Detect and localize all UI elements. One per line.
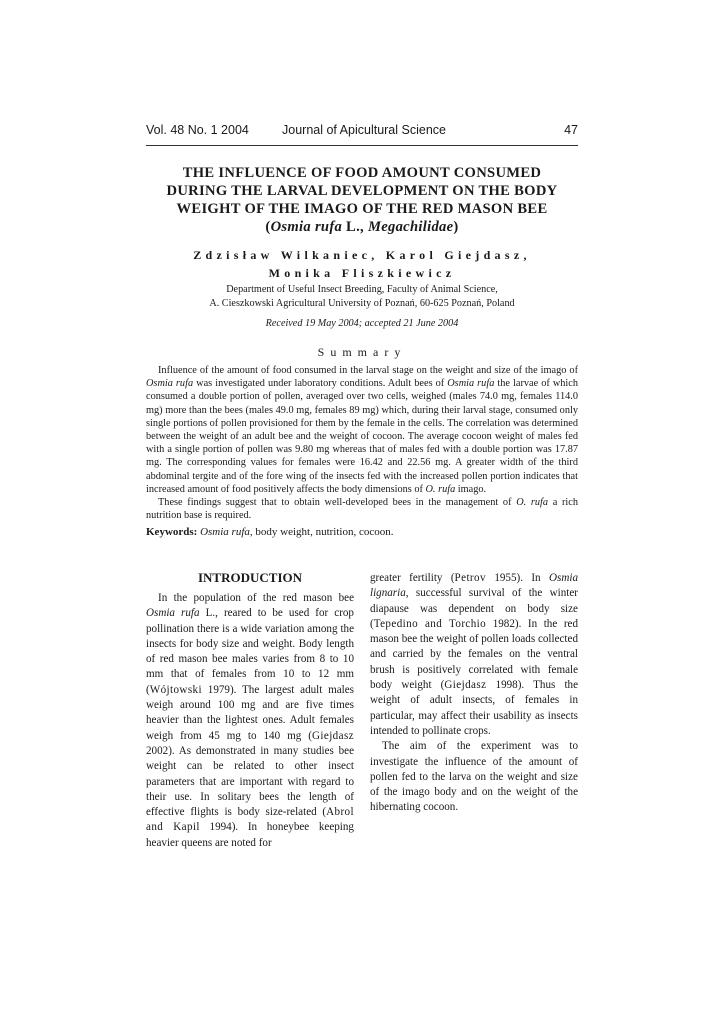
species-name: Osmia rufa bbox=[447, 378, 495, 390]
text-run: L., reared to be used for crop pollination there is a wide variation among the insects for body size and weight. Body length of red mason bee males varies from 8 to 10 mm that of females from 10 to 12 mm ( bbox=[146, 607, 354, 696]
text-run: , successful survival of the winter diapause was dependent on body size ( bbox=[370, 587, 578, 630]
text-run: 1979). The largest adult males weigh around 100 mg and are five times heavier than the lightest ones. Adult females weigh from 45 mg to 140 mg ( bbox=[146, 683, 354, 742]
species-name: Osmia rufa bbox=[146, 607, 200, 620]
citation-author: Giejdasz bbox=[311, 729, 354, 742]
species-name: O. rufa bbox=[425, 483, 456, 495]
title-text: L., bbox=[342, 219, 368, 235]
citation-author: Giejdasz bbox=[444, 679, 487, 692]
text-run: a rich nutrition base is required. bbox=[146, 497, 579, 522]
left-column bbox=[146, 569, 354, 851]
text-run: greater fertility ( bbox=[370, 572, 455, 584]
journal-name: Journal of Apicultural Science bbox=[282, 123, 446, 137]
title-paren: ) bbox=[453, 219, 459, 235]
text-run: imago. bbox=[455, 483, 487, 495]
author-list bbox=[120, 246, 604, 282]
citation-author: Petrov bbox=[454, 572, 486, 584]
species-name: Osmia rufa bbox=[146, 378, 194, 390]
section-heading: INTRODUCTION bbox=[197, 570, 302, 585]
title-paren: ( bbox=[265, 219, 271, 235]
keywords-label: Keywords: bbox=[146, 526, 198, 539]
abstract bbox=[146, 364, 578, 540]
title-line: DURING THE LARVAL DEVELOPMENT ON THE BODY bbox=[166, 183, 558, 199]
text-run: 1955). In bbox=[485, 572, 550, 584]
citation-author: Tepedino and Torchio bbox=[373, 617, 487, 630]
species-name: O. rufa bbox=[516, 497, 549, 509]
volume-info: Vol. 48 No. 1 2004 bbox=[146, 123, 249, 137]
text-run: was investigated under laboratory conditions. Adult bees of bbox=[193, 378, 448, 390]
body-paragraph: The aim of the experiment was to investigate the influence of the amount of pollen fed to the larva on the weight and size of the imago body and on the weight of the hibernating cocoon. bbox=[370, 740, 578, 814]
text-run: These findings suggest that to obtain well-developed bees in the management of bbox=[158, 497, 517, 509]
article-title bbox=[120, 164, 604, 236]
citation-author: Abrol and Kapil bbox=[146, 806, 354, 834]
text-run: In the population of the red mason bee bbox=[158, 592, 354, 604]
species-name: Osmia rufa bbox=[200, 526, 250, 539]
title-line: WEIGHT OF THE IMAGO OF THE RED MASON BEE bbox=[176, 201, 548, 217]
received-dates: Received 19 May 2004; accepted 21 June 2004 bbox=[265, 318, 459, 329]
affiliation bbox=[120, 283, 604, 311]
abstract-paragraph bbox=[146, 364, 578, 496]
citation-author: Wójtowski bbox=[149, 683, 202, 696]
text-run: Influence of the amount of food consumed in the larval stage on the weight and size of the imago of bbox=[158, 365, 578, 376]
text-run: 1994). In honeybee keeping heavier queens are noted for bbox=[146, 821, 354, 849]
species-name: Osmia lignaria bbox=[370, 572, 578, 600]
body-paragraph bbox=[370, 571, 578, 739]
author-line: Zdzisław Wilkaniec, Karol Giejdasz, bbox=[193, 248, 531, 262]
summary-heading: Summary bbox=[317, 345, 407, 359]
text-run: 1982). In the red mason bee the weight of pollen loads collected and carried by the females on the ventral brush is positively correlated with female body weight ( bbox=[370, 617, 578, 692]
abstract-paragraph bbox=[146, 496, 578, 522]
body-paragraph bbox=[146, 591, 354, 851]
title-family: Megachilidae bbox=[367, 219, 454, 235]
title-line bbox=[120, 218, 604, 236]
keywords bbox=[146, 524, 578, 540]
running-header bbox=[146, 123, 578, 139]
page-number: 47 bbox=[564, 123, 578, 137]
author-line: Monika Fliszkiewicz bbox=[268, 266, 456, 280]
text-run: 2002). As demonstrated in many studies bee weight can be related to other insect parameters that are important with regard to their use. In solitary bees the length of effective flights is body size-related ( bbox=[146, 744, 354, 819]
affiliation-line: A. Cieszkowski Agricultural University of Poznań, 60-625 Poznań, Poland bbox=[209, 298, 515, 309]
text-run: the larvae of which consumed a double portion of pollen, averaged over two cells, weighed (males 74.0 mg, females 114.0 mg) more than the bees (males 49.0 mg, females 89 mg) which, during their larval stage, consumed only single portions of pollen provisioned for them by the female in the cells. The correlation was determined between the weight of an adult bee and the weight of cocoon. The average cocoon weight of males fed with a single portion of pollen was 9.80 mg whereas that of males fed with a double portion was 17.87 mg. The corresponding values for females were 16.42 and 22.56 mg. A greater width of the third abdominal tergite and of the fore wing of the insects fed with the increased pollen portion indicates that increased amount of food positively affects the body dimensions of bbox=[146, 378, 578, 495]
affiliation-line: Department of Useful Insect Breeding, Faculty of Animal Science, bbox=[226, 284, 498, 295]
title-line: THE INFLUENCE OF FOOD AMOUNT CONSUMED bbox=[182, 165, 542, 181]
text-run: 1998). Thus the weight of adult insects, of females in particular, may affect their usability as insects intended to pollinate crops. bbox=[370, 679, 579, 737]
title-species: Osmia rufa bbox=[270, 219, 343, 235]
text-run: , body weight, nutrition, cocoon. bbox=[249, 526, 394, 539]
right-column bbox=[370, 571, 578, 816]
header-rule bbox=[146, 145, 578, 146]
